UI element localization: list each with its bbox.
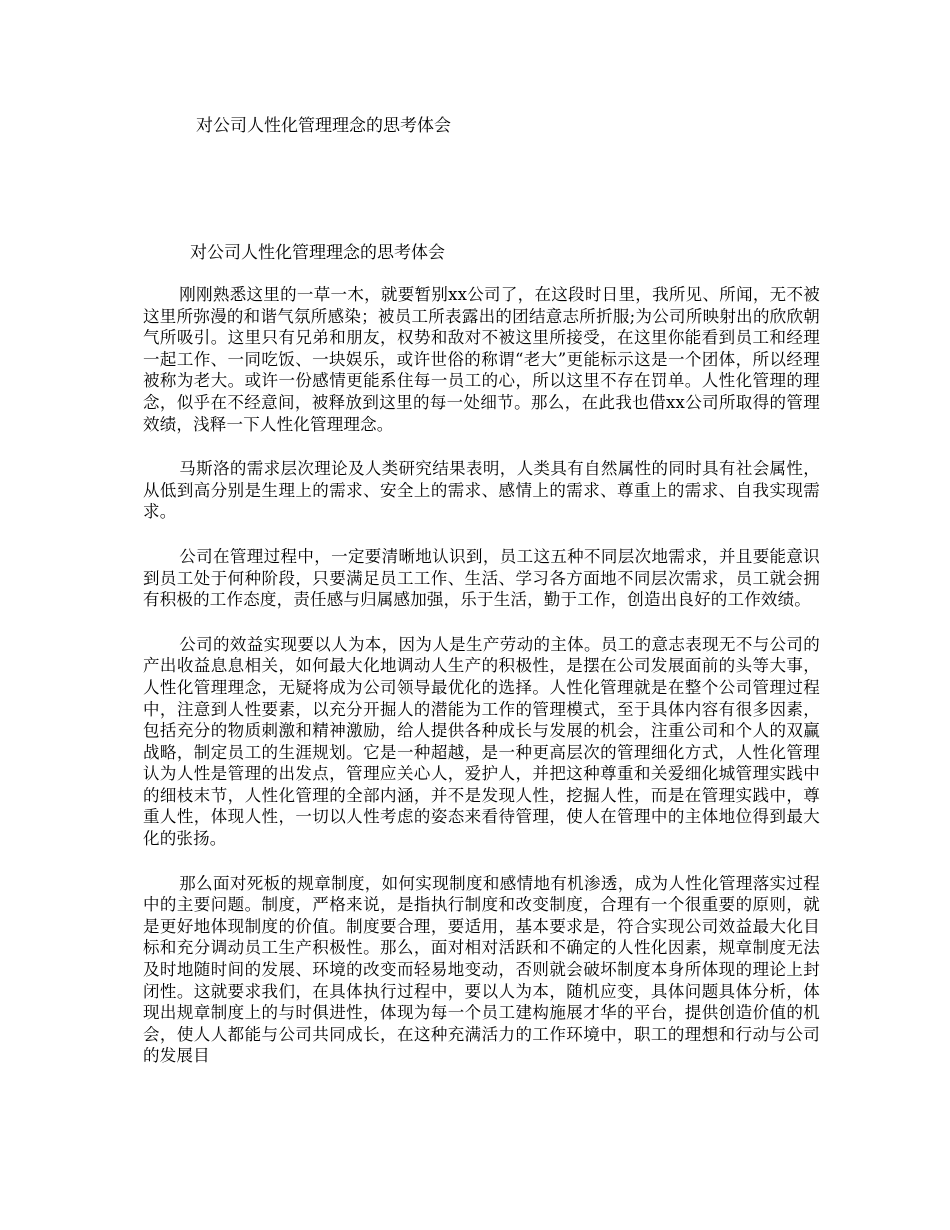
paragraph-5: 那么面对死板的规章制度，如何实现制度和感情地有机渗透，成为人性化管理落实过程中的主要问题。制度，严格来说，是指执行制度和改变制度，合理有一个很重要的原则，就是更好地体现制度的价值。制度要合理，要适用，基本要求是，符合实现公司效益最大化目标和充分调动员工生产积极性。那么，面对相对活跃和不确定的人性化因素，规章制度无法及时地随时间的发展、环境的改变而轻易地变动，否则就会破坏制度本身所体现的理论上封闭性。这就要求我们，在具体执行过程中，要以人为本，随机应变，具体问题具体分析，体现出规章制度上的与时俱进性，体现为每一个员工建构施展才华的平台，提供创造价值的机会，使人人都能与公司共同成长，在这种充满活力的工作环境中，职工的理想和行动与公司的发展目 bbox=[143, 873, 820, 1066]
paragraph-1: 刚刚熟悉这里的一草一木，就要暂别xx公司了，在这段时日里，我所见、所闻，无不被这里所弥漫的和谐气氛所感染；被员工所表露出的团结意志所折服;为公司所映射出的欣欣朝气所吸引。这里只有兄弟和朋友，权势和敌对不被这里所接受，在这里你能看到员工和经理一起工作、一同吃饭、一块娱乐，或许世俗的称谓“老大”更能标示这是一个团体，所以经理被称为老大。或许一份感情更能系住每一员工的心，所以这里不存在罚单。人性化管理的理念，似乎在不经意间，被释放到这里的每一处细节。那么，在此我也借xx公司所取得的管理效绩，浅释一下人性化管理理念。 bbox=[143, 285, 820, 434]
page-header-title: 对公司人性化管理理念的思考体会 bbox=[196, 116, 451, 136]
paragraph-4: 公司的效益实现要以人为本，因为人是生产劳动的主体。员工的意志表现无不与公司的产出收益息息相关，如何最大化地调动人生产的积极性，是摆在公司发展面前的头等大事，人性化管理理念，无疑将成为公司领导最优化的选择。人性化管理就是在整个公司管理过程中，注意到人性要素，以充分开掘人的潜能为工作的管理模式，至于具体内容有很多因素，包括充分的物质刺激和精神激励，给人提供各种成长与发展的机会，注重公司和个人的双赢战略，制定员工的生涯规划。它是一种超越，是一种更高层次的管理细化方式，人性化管理认为人性是管理的出发点，管理应关心人，爱护人，并把这种尊重和关爱细化城管理实践中的细枝末节，人性化管理的全部内涵，并不是发现人性，挖掘人性，而是在管理实践中，尊重人性，体现人性，一切以人性考虑的姿态来看待管理，使人在管理中的主体地位得到最大化的张扬。 bbox=[143, 634, 820, 849]
document-body bbox=[143, 284, 820, 1090]
paragraph-3: 公司在管理过程中，一定要清晰地认识到，员工这五种不同层次地需求，并且要能意识到员工处于何种阶段，只要满足员工工作、生活、学习各方面地不同层次需求，员工就会拥有积极的工作态度，责任感与归属感加强，乐于生活，勤于工作，创造出良好的工作效绩。 bbox=[143, 546, 820, 610]
paragraph-2: 马斯洛的需求层次理论及人类研究结果表明，人类具有自然属性的同时具有社会属性，从低到高分别是生理上的需求、安全上的需求、感情上的需求、尊重上的需求、自我实现需求。 bbox=[143, 459, 820, 522]
document-title: 对公司人性化管理理念的思考体会 bbox=[190, 243, 445, 263]
